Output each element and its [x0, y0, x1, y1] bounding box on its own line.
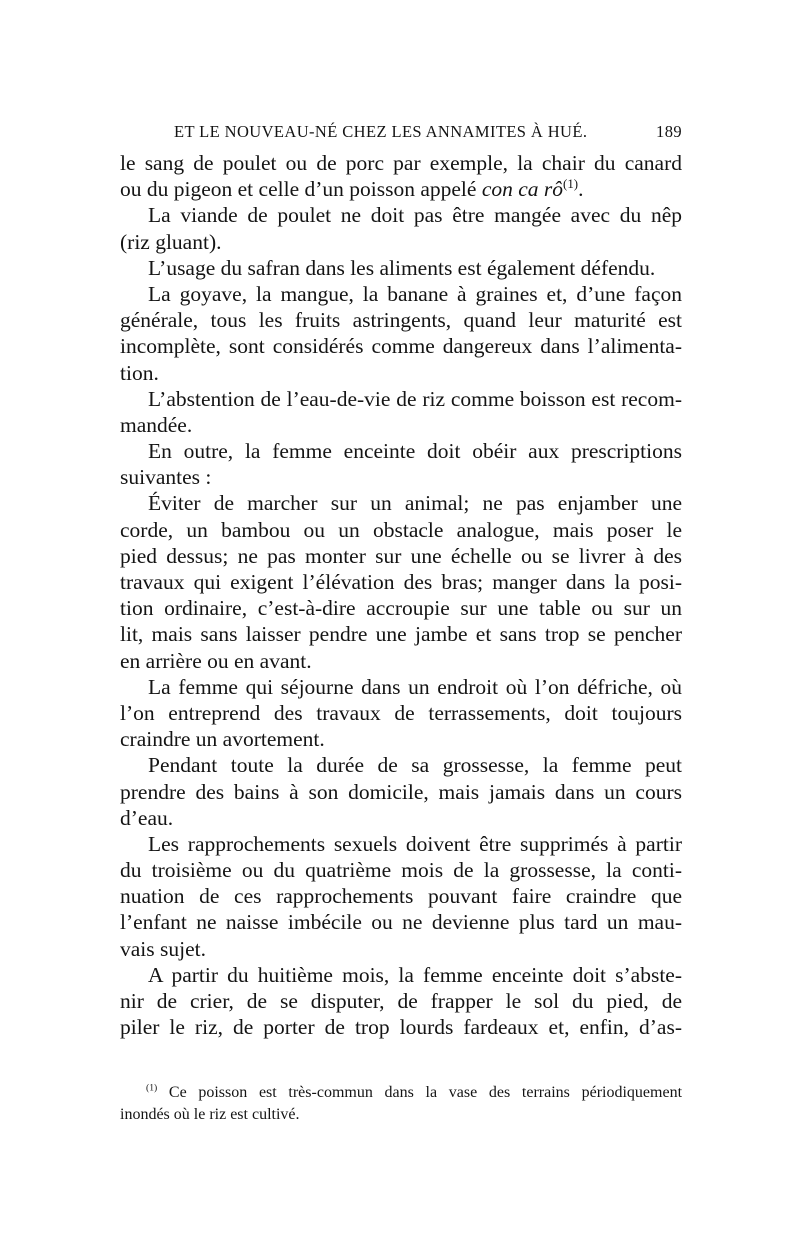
line-text: Pendant toute la durée de sa grossesse, la femme peut: [148, 753, 682, 778]
line-text: l’enfant ne naisse imbécile ou ne devienne plus tard un mau-: [120, 910, 682, 935]
running-header: [120, 118, 682, 144]
text-line: [120, 333, 682, 359]
footnote-marker: (1): [146, 1082, 158, 1094]
footnote: [120, 1082, 682, 1126]
line-text: prendre des bains à son domicile, mais jamais dans un cours: [120, 779, 682, 804]
line-text: Les rapprochements sexuels doivent être supprimés à partir: [148, 831, 682, 856]
text-line: [120, 595, 682, 621]
text-line: [120, 779, 682, 805]
line-text: La femme qui séjourne dans un endroit où l’on défriche, où: [148, 674, 682, 699]
line-text: suivantes :: [120, 465, 212, 490]
text-line: [120, 857, 682, 883]
text-line: [120, 150, 682, 176]
text-line: [120, 883, 682, 909]
footnote-text: inondés où le riz est cultivé.: [120, 1106, 300, 1123]
line-text: L’usage du safran dans les aliments est également défendu.: [148, 255, 656, 280]
line-text: du troisième ou du quatrième mois de la grossesse, la conti-: [120, 858, 682, 883]
line-text: nir de crier, de se disputer, de frapper le sol du pied, de: [120, 989, 682, 1013]
page-number: 189: [656, 122, 682, 141]
line-text: craindre un avortement.: [120, 727, 325, 752]
text-line: [120, 674, 682, 700]
line-text: piler le riz, de porter de trop lourds fardeaux et, enfin, d’as-: [120, 1015, 682, 1040]
text-line: [120, 255, 682, 281]
text-line: [120, 805, 682, 831]
line-text: Éviter de marcher sur un animal; ne pas enjamber une: [148, 491, 682, 516]
line-text: corde, un bambou ou un obstacle analogue, mais poser le: [120, 517, 682, 542]
line-text: vais sujet.: [120, 936, 206, 961]
body-text: [120, 150, 682, 1040]
text-line: [120, 909, 682, 935]
line-text: incomplète, sont considérés comme dangereux dans l’alimenta-: [120, 334, 682, 359]
line-text: travaux qui exigent l’élévation des bras; manger dans la posi-: [120, 570, 682, 594]
line-tail: .: [578, 177, 584, 202]
footnote-text: Ce poisson est très-commun dans la vase des terrains périodiquement: [168, 1084, 683, 1101]
text-line: [120, 176, 682, 202]
text-line: [120, 412, 682, 438]
line-text: générale, tous les fruits astringents, quand leur maturité est: [120, 308, 682, 333]
line-text: A partir du huitième mois, la femme enceinte doit s’abste-: [148, 962, 682, 987]
line-text: l’on entreprend des travaux de terrassements, doit toujours: [120, 700, 682, 725]
text-line: [120, 700, 682, 726]
text-line: [120, 490, 682, 516]
text-line: [120, 464, 682, 490]
text-line: [120, 229, 682, 255]
text-line: [120, 726, 682, 752]
footnote-ref[interactable]: (1): [563, 177, 579, 192]
line-text: tion ordinaire, c’est-à-dire accroupie sur une table ou sur un: [120, 596, 682, 621]
text-line: [120, 543, 682, 569]
text-line: [120, 281, 682, 307]
text-line: [120, 936, 682, 962]
line-text: ou du pigeon et celle d’un poisson appelé: [120, 177, 482, 202]
footnote-line: [120, 1104, 682, 1126]
line-text: le sang de poulet ou de porc par exemple, la chair du canard: [120, 151, 682, 175]
text-line: [120, 307, 682, 333]
line-text: En outre, la femme enceinte doit obéir aux prescriptions: [148, 439, 682, 464]
line-text: en arrière ou en avant.: [120, 648, 312, 673]
fish-name-italic: con ca rô: [481, 177, 564, 202]
line-text: La viande de poulet ne doit pas être mangée avec du nêp: [148, 203, 682, 228]
line-text: tion.: [120, 360, 159, 385]
line-text: lit, mais sans laisser pendre une jambe et sans trop se pencher: [120, 622, 682, 647]
text-line: [120, 988, 682, 1014]
line-text: La goyave, la mangue, la banane à graines et, d’une façon: [148, 281, 682, 306]
text-line: [120, 569, 682, 595]
text-line: [120, 202, 682, 228]
text-line: [120, 752, 682, 778]
text-line: [120, 621, 682, 647]
text-line: [120, 648, 682, 674]
text-line: [120, 962, 682, 988]
text-line: [120, 386, 682, 412]
text-line: [120, 360, 682, 386]
text-line: [120, 438, 682, 464]
line-text: pied dessus; ne pas monter sur une échelle ou se livrer à des: [120, 543, 682, 568]
line-text: nuation de ces rapprochements pouvant faire craindre que: [120, 884, 682, 909]
line-text: (riz gluant).: [120, 229, 222, 254]
line-text: d’eau.: [120, 805, 174, 830]
text-line: [120, 831, 682, 857]
line-text: L’abstention de l’eau-de-vie de riz comme boisson est recom-: [148, 386, 682, 411]
running-title: ET LE NOUVEAU-NÉ CHEZ LES ANNAMITES À HUÉ.: [174, 122, 588, 141]
text-line: [120, 1014, 682, 1040]
footnotes: [120, 1082, 682, 1126]
line-text: mandée.: [120, 412, 193, 437]
text-line: [120, 517, 682, 543]
footnote-line: [120, 1082, 682, 1104]
